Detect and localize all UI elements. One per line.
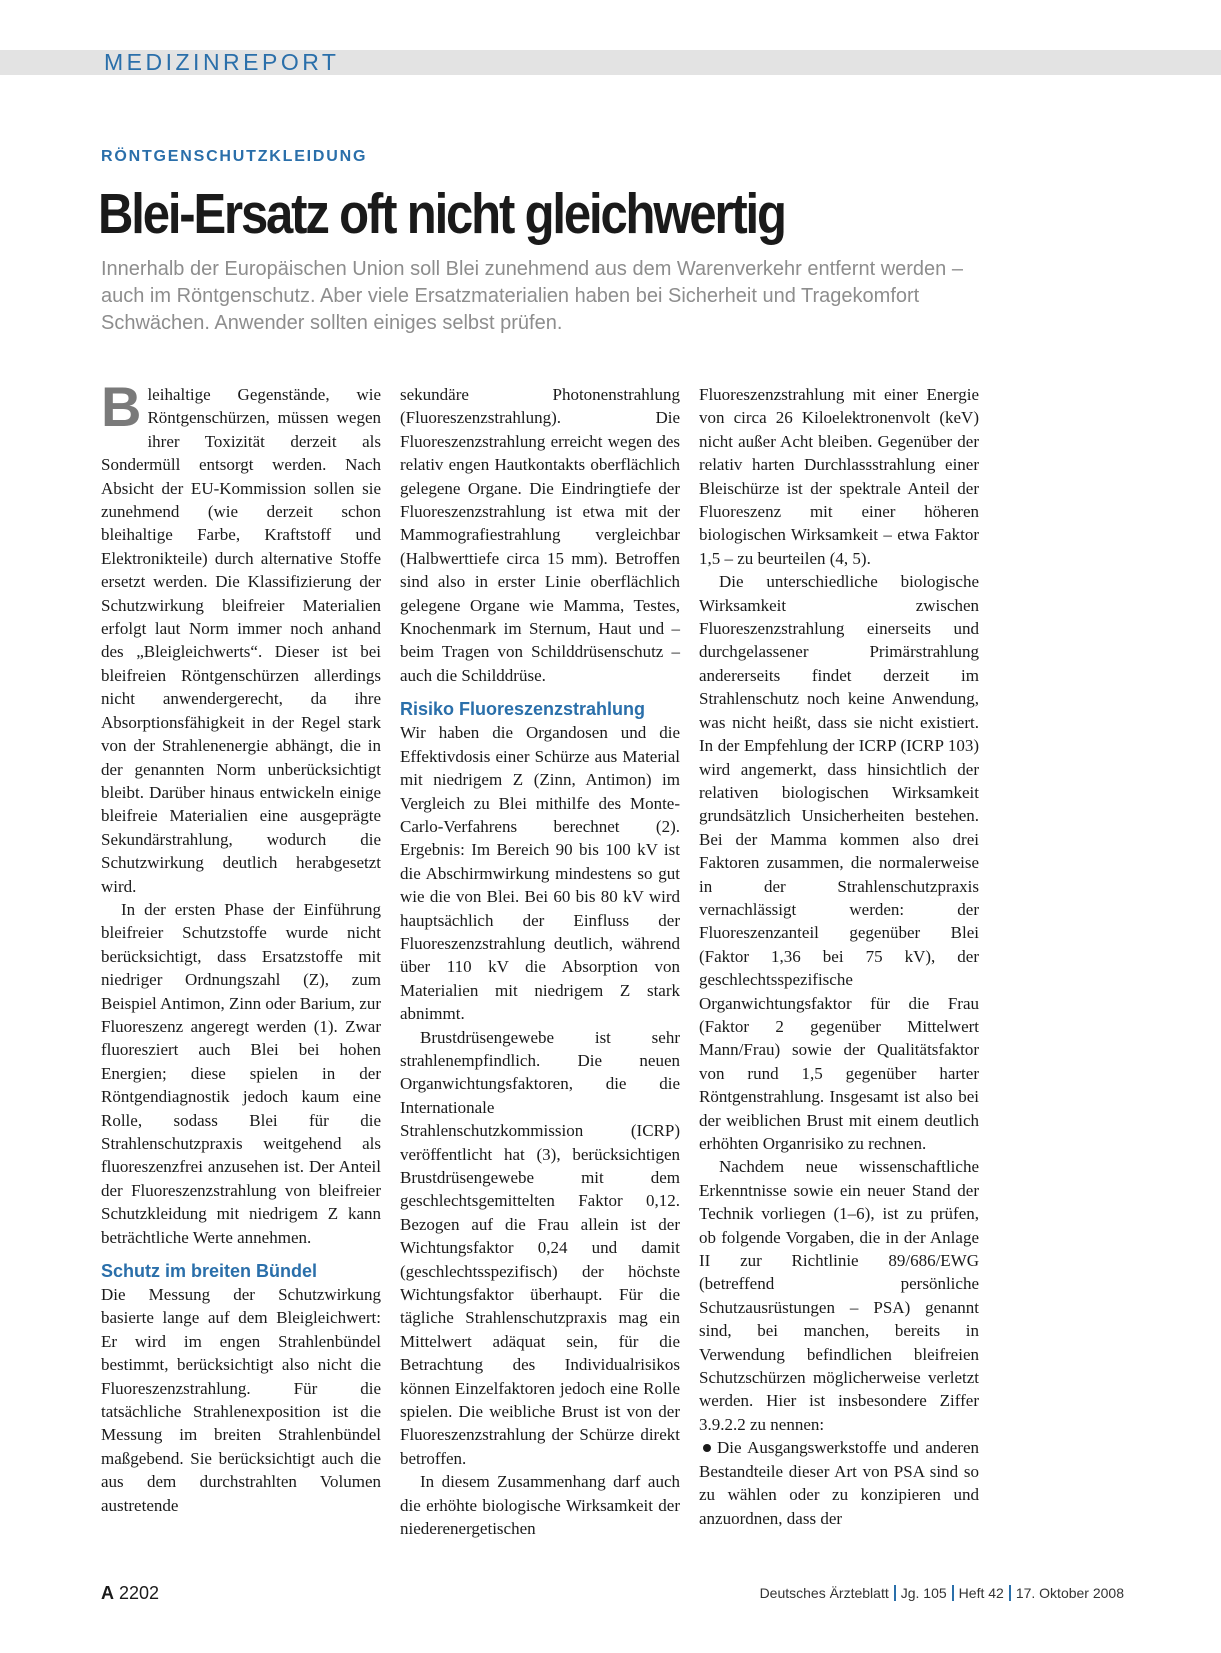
journal-volume: Jg. 105 [900,1585,947,1601]
section-label: MEDIZINREPORT [104,49,340,75]
paragraph-text: leihaltige Gegenstände, wie Röntgenschürzen, müssen wegen ihrer Toxizität derzeit als Sondermüll entsorgt werden. Nach Absicht der EU-Kommission sollen sie zunehmend (wie derzeit schon bleihaltige Farbe, Kraftstoff und Elektronikteile) durch alternative Stoffe ersetzt werden. Die Klassifizierung der Schutzwirkung bleifreier Materialien erfolgt laut Norm immer noch anhand des „Bleigleichwerts“. Dieser ist bei bleifreien Röntgenschürzen allerdings nicht anwendergerecht, da ihre Absorptionsfähigkeit in der Regel stark von der Strahlenenergie abhängt, die in der genannten Norm unberücksichtigt bleibt. Darüber hinaus entwickeln einige bleifreie Materialien eine ausgeprägte Sekundärstrahlung, wodurch die Schutzwirkung deutlich herabgesetzt wird. [101,385,381,896]
paragraph: In der ersten Phase der Einführung bleifreier Schutzstoffe wurde nicht berücksichtigt, dass Ersatzstoffe mit niedriger Ordnungszahl (Z), zum Beispiel Antimon, Zinn oder Barium, zur Fluoreszenz angeregt werden (1). Zwar fluoresziert auch Blei bei hohen Energien; diese spielen in der Röntgendiagnostik jedoch kaum eine Rolle, sodass Blei für die Strahlenschutzpraxis weitgehend als fluoreszenzfrei anzusehen ist. Der Anteil der Fluoreszenzstrahlung von bleifreier Schutzkleidung mit niedrigem Z kann beträchtliche Werte annehmen. [101,899,381,1247]
separator [1009,1585,1011,1601]
page-prefix: A [101,1583,114,1603]
paragraph: Die Messung der Schutzwirkung basierte lange auf dem Bleigleichwert: Er wird im engen Strahlenbündel bestimmt, berücksichtigt also nicht die Fluoreszenzstrahlung. Für die tatsächliche Strahlenexposition ist die Messung im breiten Strahlenbündel maßgebend. Sie berücksichtigt auch die aus dem durchstrahlten Volumen austretende [101,1285,381,1515]
paragraph: Fluoreszenzstrahlung mit einer Energie von circa 26 Kiloelektronenvolt (keV) nicht außer Acht bleiben. Gegenüber der relativ harten Durchlassstrahlung einer Bleischürze ist der spektrale Anteil der Fluoreszenz mit einer höheren biologischen Wirksamkeit – etwa Faktor 1,5 – zu beurteilen (4, 5). [699,385,979,568]
page-number [101,1583,159,1604]
text-column-1 [101,375,381,1517]
paragraph [101,375,381,898]
subheading-risiko: Risiko Fluoreszenzstrahlung [400,699,646,720]
page-number-value: 2202 [119,1583,160,1603]
bullet-item [699,1436,979,1530]
article-headline: Blei-Ersatz oft nicht gleichwertig [98,182,785,246]
separator [894,1585,896,1601]
text-column-2 [400,383,680,1541]
paragraph: Nachdem neue wissenschaftliche Erkenntnisse sowie ein neuer Stand der Technik vorliegen (1–6), ist zu prüfen, ob folgende Vorgaben, die in der Anlage II zur Richtlinie 89/686/EWG (betreffend persönliche Schutzausrüstungen – PSA) genannt sind, bei manchen, bereits in Verwendung befindlichen bleifreien Schutzschürzen möglicherweise verletzt werden. Hier ist insbesondere Ziffer 3.9.2.2 zu nennen: [699,1157,979,1434]
journal-issue: Heft 42 [958,1585,1004,1601]
subheading-schutz: Schutz im breiten Bündel [101,1261,318,1282]
journal-date: 17. Oktober 2008 [1015,1585,1124,1601]
paragraph: Brustdrüsengewebe ist sehr strahlenempfindlich. Die neuen Organwichtungsfaktoren, die die Internationale Strahlenschutzkommission (ICRP) veröffentlicht hat (3), berücksichtigen Brustdrüsengewebe mit dem geschlechtsgemittelten Faktor 0,12. Bezogen auf die Frau allein ist der Wichtungsfaktor 0,24 und damit (geschlechtsspezifisch) der höchste Wichtungsfaktor überhaupt. Für die tägliche Strahlenschutzpraxis mag ein Mittelwert adäquat sein, für die Betrachtung des Individualrisikos können Einzelfaktoren jedoch eine Rolle spielen. Die weibliche Brust ist von der Fluoreszenzstrahlung der Schürze direkt betroffen. [400,1027,680,1468]
bullet-text: Die Ausgangswerkstoffe und anderen Bestandteile dieser Art von PSA sind so zu wählen oder zu konzipieren und anzuordnen, dass der [699,1438,979,1528]
bullet-icon [703,1444,711,1452]
article-lead: Innerhalb der Europäischen Union soll Blei zunehmend aus dem Warenverkehr entfernt werden – auch im Röntgenschutz. Aber viele Ersatzmaterialien haben bei Sicherheit und Tragekomfort Schwächen. Anwender sollten einiges selbst prüfen. [101,258,963,334]
paragraph: Wir haben die Organdosen und die Effektivdosis einer Schürze aus Material mit niedrigem Z (Zinn, Antimon) im Vergleich zu Blei mithilfe des Monte-Carlo-Verfahrens berechnet (2). Ergebnis: Im Bereich 90 bis 100 kV ist die Abschirmwirkung mindestens so gut wie die von Blei. Bei 60 bis 80 kV wird hauptsächlich der Einfluss der Fluoreszenzstrahlung deutlich, während über 110 kV die Absorption von Materialien mit niedrigem Z stark abnimmt. [400,723,680,1024]
article-kicker: RÖNTGENSCHUTZKLEIDUNG [101,148,368,165]
text-column-3 [699,383,979,1530]
drop-cap: B [101,375,142,438]
journal-info [760,1585,1124,1601]
paragraph: sekundäre Photonenstrahlung (Fluoreszenzstrahlung). Die Fluoreszenzstrahlung erreicht wegen des relativ engen Hautkontakts oberflächlich gelegene Organe. Die Eindringtiefe der Fluoreszenzstrahlung ist etwa mit der Mammografiestrahlung vergleichbar (Halbwerttiefe circa 15 mm). Betroffen sind also in erster Linie oberflächlich gelegene Organe wie Mamma, Testes, Knochenmark im Sternum, Haut und – beim Tragen von Schilddrüsenschutz – auch die Schilddrüse. [400,385,680,685]
journal-name: Deutsches Ärzteblatt [759,1585,889,1601]
paragraph: Die unterschiedliche biologische Wirksamkeit zwischen Fluoreszenzstrahlung einerseits und durchgelassener Primärstrahlung andererseits findet derzeit im Strahlenschutz noch keine Anwendung, was nicht heißt, dass sie nicht existiert. In der Empfehlung der ICRP (ICRP 103) wird angemerkt, dass hinsichtlich der relativen biologischen Wirksamkeit grundsätzlich Unsicherheiten bestehen. Bei der Mamma kommen also drei Faktoren zusammen, die normalerweise in der Strahlenschutzpraxis vernachlässigt werden: der Fluoreszenzanteil gegenüber Blei (Faktor 1,36 bei 75 kV), der geschlechtsspezifische Organwichtungsfaktor für die Frau (Faktor 2 gegenüber Mittelwert Mann/Frau) sowie der Qualitätsfaktor von rund 1,5 gegenüber harter Röntgenstrahlung. Insgesamt ist also bei der weiblichen Brust mit einem deutlich erhöhten Organrisiko zu rechnen. [699,572,979,1153]
separator [952,1585,954,1601]
paragraph: In diesem Zusammenhang darf auch die erhöhte biologische Wirksamkeit der niederenergetischen [400,1472,680,1539]
